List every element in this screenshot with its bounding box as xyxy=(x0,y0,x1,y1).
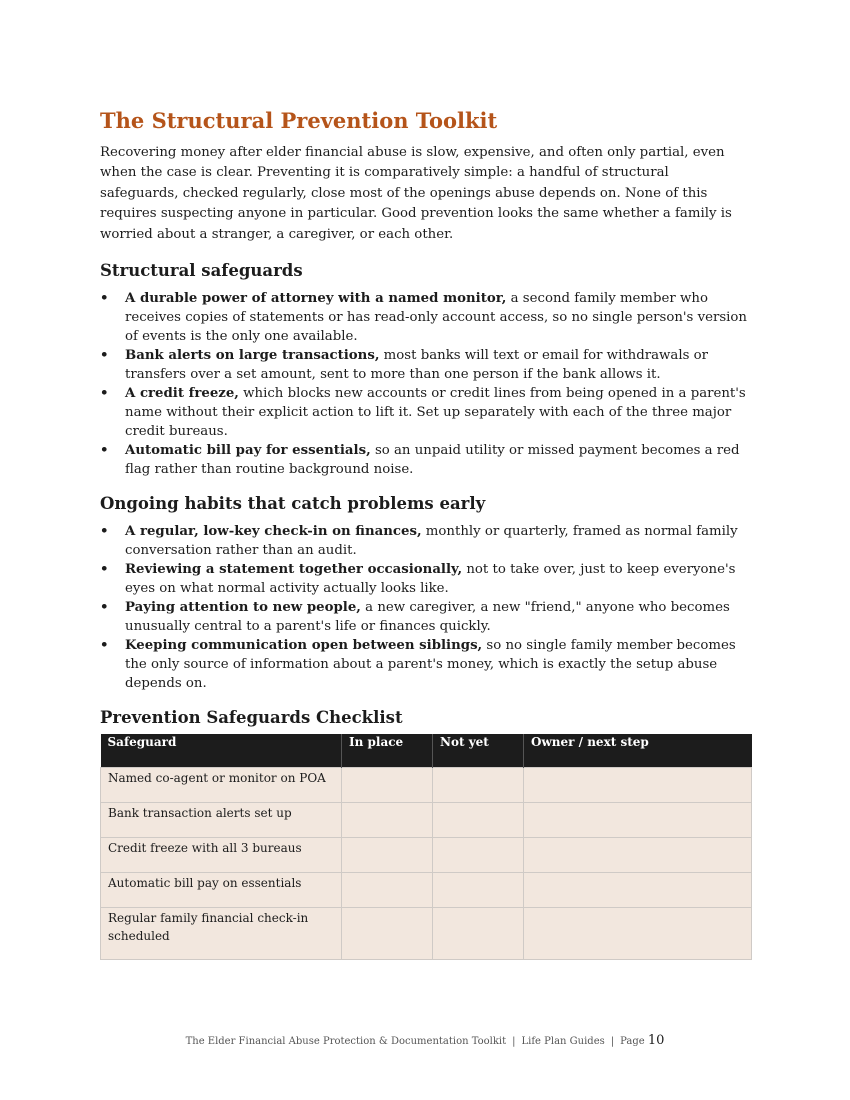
list-item: • Automatic bill pay for essentials, so an unpaid utility or missed payment becomes a red flag rather than routine background noise. xyxy=(100,443,740,478)
table-row xyxy=(101,803,752,838)
in-place-cell[interactable] xyxy=(342,838,433,873)
footer-separator: | xyxy=(512,1036,516,1047)
bullet-icon: • xyxy=(100,524,109,540)
in-place-cell[interactable] xyxy=(342,768,433,803)
bullet-icon: • xyxy=(100,638,109,654)
bullet-icon: • xyxy=(100,562,109,578)
owner-cell[interactable] xyxy=(524,908,752,960)
owner-cell[interactable] xyxy=(524,768,752,803)
column-header-in-place: In place xyxy=(342,734,433,768)
table-row xyxy=(101,768,752,803)
not-yet-cell[interactable] xyxy=(433,768,524,803)
page-footer xyxy=(0,1033,850,1048)
bullet-icon: • xyxy=(100,291,109,307)
table-row xyxy=(101,908,752,960)
page-content xyxy=(100,107,751,960)
bullet-icon: • xyxy=(100,348,109,364)
safeguard-cell: Regular family financial check-in scheduled xyxy=(101,908,342,960)
owner-cell[interactable] xyxy=(524,803,752,838)
safeguard-cell: Credit freeze with all 3 bureaus xyxy=(101,838,342,873)
safeguard-cell: Named co-agent or monitor on POA xyxy=(101,768,342,803)
not-yet-cell[interactable] xyxy=(433,873,524,908)
not-yet-cell[interactable] xyxy=(433,838,524,873)
section-heading-habits: Ongoing habits that catch problems early xyxy=(100,494,486,514)
footer-page-number: 10 xyxy=(647,1033,665,1048)
safeguard-cell: Bank transaction alerts set up xyxy=(101,803,342,838)
footer-series: Life Plan Guides xyxy=(521,1036,605,1047)
bullet-icon: • xyxy=(100,600,109,616)
column-header-not-yet: Not yet xyxy=(433,734,524,768)
table-row xyxy=(101,838,752,873)
bullet-icon: • xyxy=(100,386,109,402)
in-place-cell[interactable] xyxy=(342,803,433,838)
list-item: • Paying attention to new people, a new caregiver, a new "friend," anyone who becomes unusually central to a parent's life or finances quickly. xyxy=(100,600,730,635)
table-header-row xyxy=(101,734,752,768)
owner-cell[interactable] xyxy=(524,838,752,873)
table-row xyxy=(101,873,752,908)
page-title: The Structural Prevention Toolkit xyxy=(100,108,498,133)
structural-safeguards-list xyxy=(100,289,751,479)
list-item: • A regular, low-key check-in on finances, monthly or quarterly, framed as normal family conversation rather than an audit. xyxy=(100,524,738,559)
in-place-cell[interactable] xyxy=(342,908,433,960)
not-yet-cell[interactable] xyxy=(433,803,524,838)
list-item: • A durable power of attorney with a named monitor, a second family member who receives copies of statements or has read-only account access, so no single person's version of events is the only one available. xyxy=(100,291,747,345)
section-heading-structural: Structural safeguards xyxy=(100,261,303,281)
column-header-safeguard: Safeguard xyxy=(101,734,342,768)
checklist-heading: Prevention Safeguards Checklist xyxy=(100,708,403,728)
list-item: • Reviewing a statement together occasionally, not to take over, just to keep everyone's eyes on what normal activity actually looks like. xyxy=(100,562,736,597)
footer-doc-title: The Elder Financial Abuse Protection & Documentation Toolkit xyxy=(185,1036,507,1047)
checklist-table xyxy=(100,734,752,960)
list-item: • Bank alerts on large transactions, most banks will text or email for withdrawals or transfers over a set amount, sent to more than one person if the bank allows it. xyxy=(100,348,708,383)
intro-paragraph: Recovering money after elder financial abuse is slow, expensive, and often only partial, even when the case is clear. Preventing it is comparatively simple: a handful of structural safeguards, checked regularly, close most of the openings abuse depends on. None of this requires suspecting anyone in particular. Good prevention looks the same whether a family is worried about a stranger, a caregiver, or each other. xyxy=(100,145,732,242)
ongoing-habits-list xyxy=(100,522,751,693)
footer-separator: | xyxy=(610,1036,615,1047)
footer-page-label: Page xyxy=(620,1036,645,1047)
list-item: • A credit freeze, which blocks new accounts or credit lines from being opened in a parent's name without their explicit action to lift it. Set up separately with each of the three major credit bureaus. xyxy=(100,386,746,440)
bullet-icon: • xyxy=(100,443,109,459)
list-item: • Keeping communication open between siblings, so no single family member becomes the only source of information about a parent's money, which is exactly the setup abuse depends on. xyxy=(100,638,736,692)
column-header-owner: Owner / next step xyxy=(524,734,752,768)
owner-cell[interactable] xyxy=(524,873,752,908)
safeguard-cell: Automatic bill pay on essentials xyxy=(101,873,342,908)
in-place-cell[interactable] xyxy=(342,873,433,908)
not-yet-cell[interactable] xyxy=(433,908,524,960)
